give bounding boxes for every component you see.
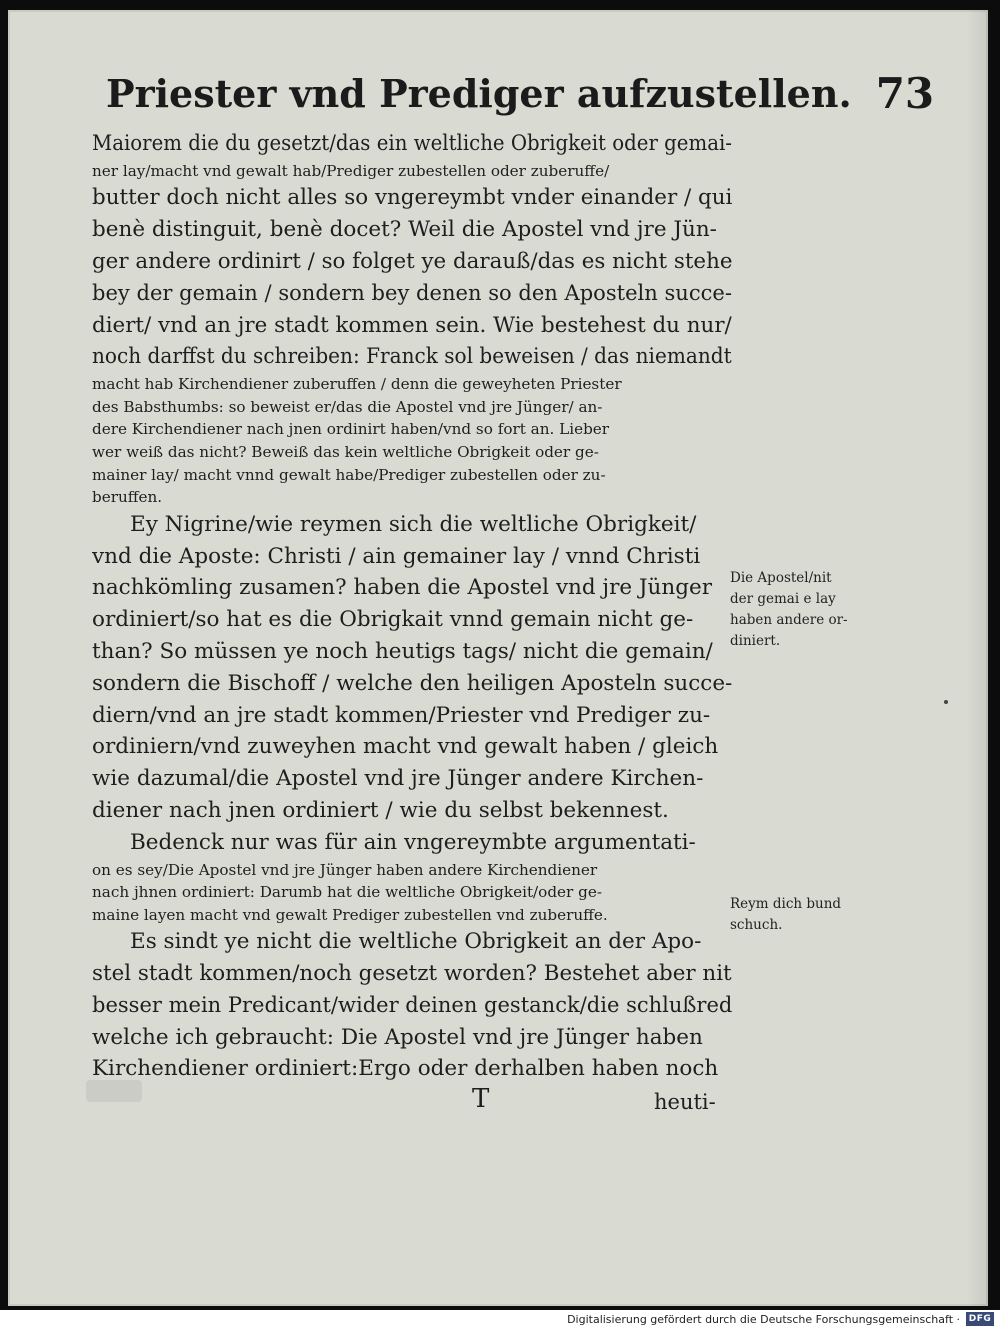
text-line: besser mein Predicant/wider deinen gestanck/die schlußred [92,992,732,1018]
text-line: nach jhnen ordiniert: Darumb hat die weltliche Obrigkeit/oder ge- [92,883,602,902]
text-line: maine layen macht vnd gewalt Prediger zubestellen vnd zuberuffe. [92,905,608,924]
text-line: stel stadt kommen/noch gesetzt worden? Bestehet aber nit [92,961,732,987]
book-page [8,10,988,1306]
margin-note-line: Reym dich bund [730,896,842,912]
text-line: ger andere ordinirt / so folget ye darauß/das es nicht stehe [92,248,732,274]
text-line: macht hab Kirchendiener zuberuffen / denn die geweyheten Priester [92,375,622,394]
text-line: sondern die Bischoff / welche den heiligen Aposteln succe- [92,670,732,696]
page-number: 73 [875,68,935,118]
text-line: nachkömling zusamen? haben die Apostel vnd jre Jünger [92,575,712,601]
signature-mark: T [472,1084,490,1114]
text-line: diern/vnd an jre stadt kommen/Priester vnd Prediger zu- [92,702,711,728]
text-line: benè distinguit, benè docet? Weil die Apostel vnd jre Jün- [92,217,717,243]
text-line: vnd die Aposte: Christi / ain gemainer lay / vnnd Christi [92,543,701,569]
text-line: Ey Nigrine/wie reymen sich die weltliche Obrigkeit/ [130,511,697,537]
margin-note-line: diniert. [730,633,781,649]
text-line: wer weiß das nicht? Beweiß das kein weltliche Obrigkeit oder ge- [92,442,599,461]
margin-note-line: haben andere or- [730,612,848,628]
text-line: mainer lay/ macht vnnd gewalt habe/Prediger zubestellen oder zu- [92,465,606,484]
running-head [106,58,935,128]
text-line: Es sindt ye nicht die weltliche Obrigkeit an der Apo- [130,929,702,955]
text-line: on es sey/Die Apostel vnd jre Jünger haben andere Kirchendiener [92,860,598,879]
text-line: Bedenck nur was für ain vngereymbte argumentati- [130,829,696,855]
text-line: than? So müssen ye noch heutigs tags/ nicht die gemain/ [92,638,713,664]
catchword: heuti- [654,1090,716,1114]
body-text [92,128,732,1085]
running-head-title: Priester vnd Prediger aufzustellen. [106,70,852,116]
text-line: Kirchendiener ordiniert:Ergo oder derhalben haben noch [92,1056,719,1082]
text-line: diert/ vnd an jre stadt kommen sein. Wie bestehest du nur/ [92,312,732,338]
text-line: noch darffst du schreiben: Franck sol beweisen / das niemandt [92,344,732,370]
text-line: wie dazumal/die Apostel vnd jre Jünger andere Kirchen- [92,766,704,792]
margin-note-line: der gemai e lay [730,591,836,607]
paper-speck [944,700,948,704]
margin-note-reym [730,894,865,936]
dfg-logo: DFG [966,1312,994,1326]
text-line: dere Kirchendiener nach jnen ordinirt haben/vnd so fort an. Lieber [92,420,610,439]
footer-bar [0,1310,1000,1329]
text-line: diener nach jnen ordiniert / wie du selbst bekennest. [92,797,669,823]
text-line: ordiniert/so hat es die Obrigkait vnnd gemain nicht ge- [92,607,694,633]
text-line: ordiniern/vnd zuweyhen macht vnd gewalt haben / gleich [92,734,719,760]
margin-note-line: Die Apostel/nit [730,570,832,586]
footer-credit: Digitalisierung gefördert durch die Deutsche Forschungsgemeinschaft · [567,1313,960,1326]
margin-note-apostel [730,568,865,652]
text-line: ner lay/macht vnd gewalt hab/Prediger zubestellen oder zuberuffe/ [92,161,610,180]
text-line: bey der gemain / sondern bey denen so den Aposteln succe- [92,280,732,306]
text-line: Maiorem die du gesetzt/das ein weltliche Obrigkeit oder gemai- [92,131,732,156]
text-line: butter doch nicht alles so vngereymbt vnder einander / qui [92,185,732,211]
margin-note-line: schuch. [730,917,783,933]
text-line: des Babsthumbs: so beweist er/das die Apostel vnd jre Jünger/ an- [92,397,603,416]
ink-smudge [86,1080,142,1102]
text-line: beruffen. [92,488,163,507]
text-line: welche ich gebraucht: Die Apostel vnd jre Jünger haben [92,1024,703,1050]
